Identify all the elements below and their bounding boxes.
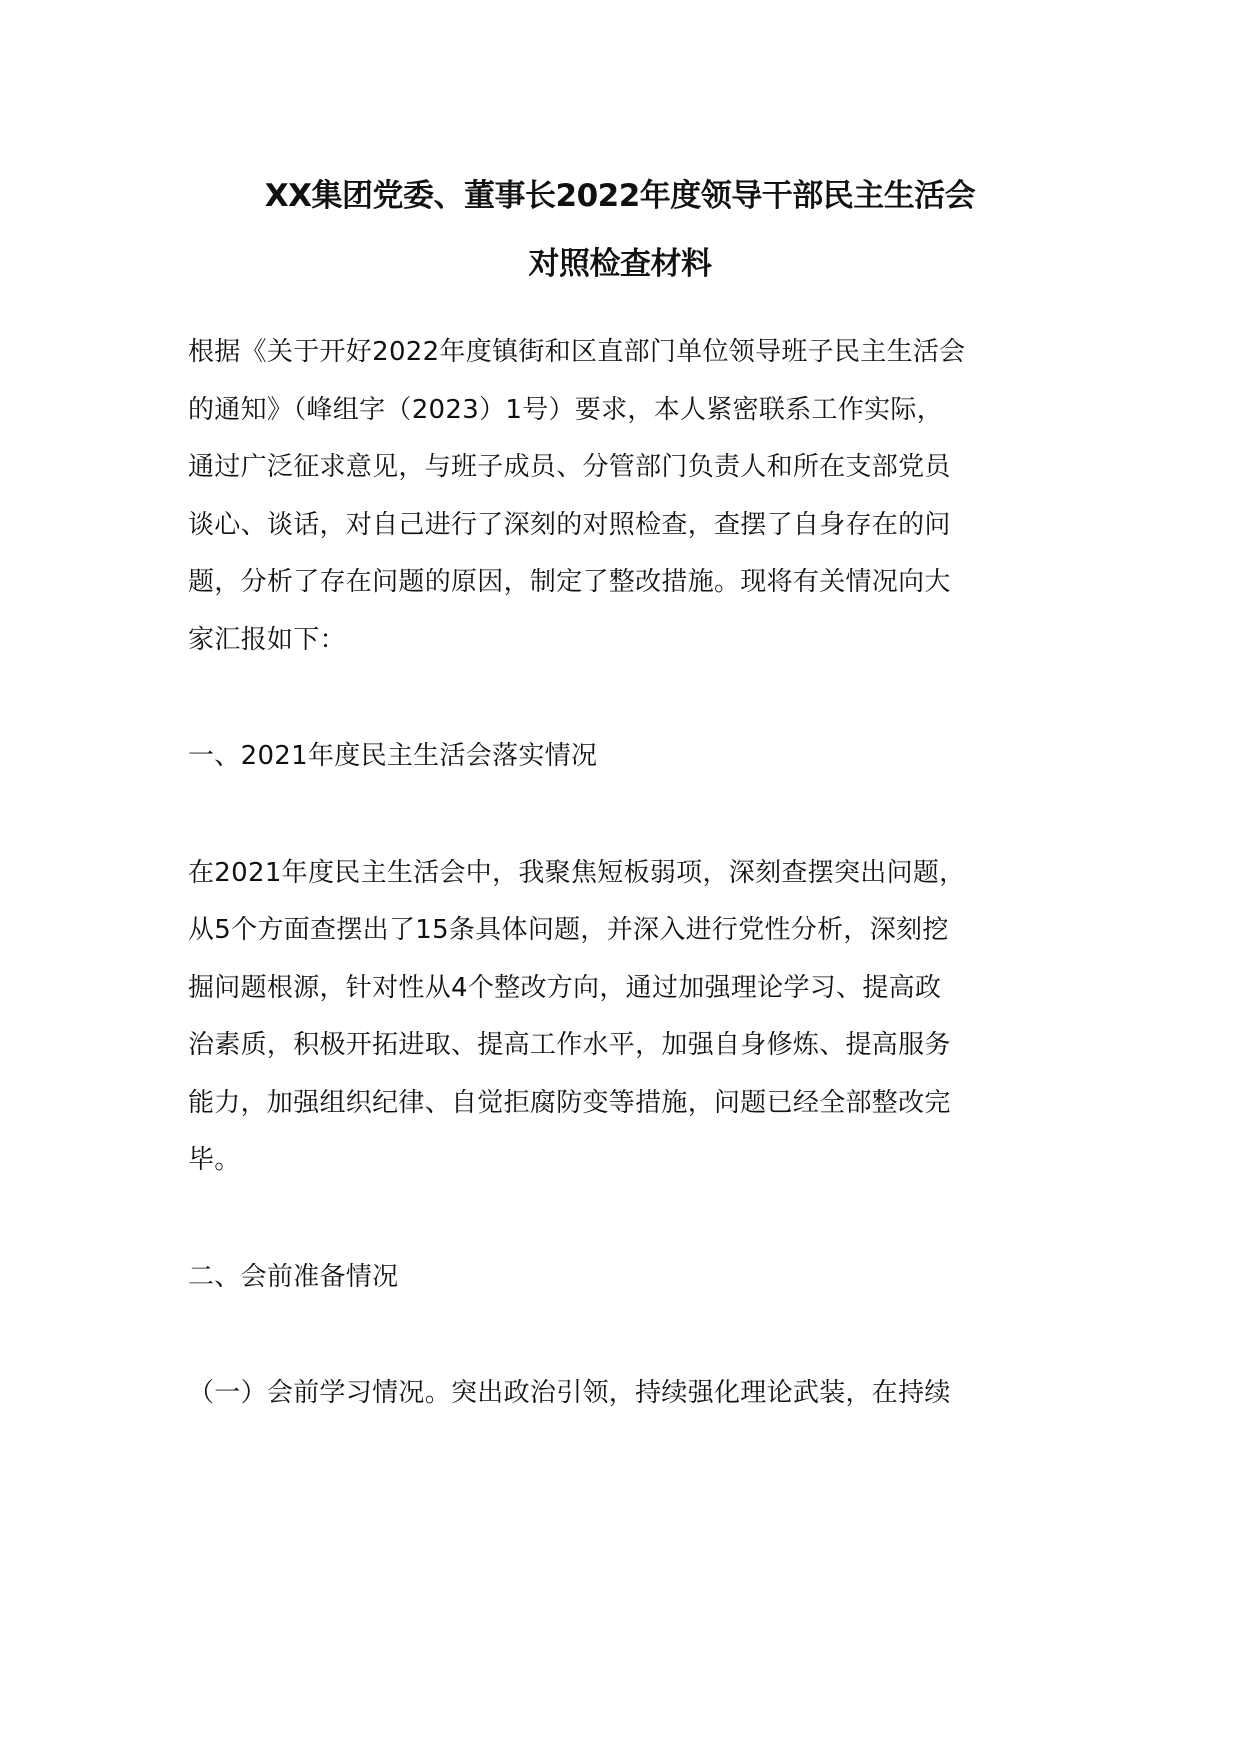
section-1-heading: 一、2021年度民主生活会落实情况 [188,741,598,771]
intro-line: 根据《关于开好2022年度镇街和区直部门单位领导班子民主生活会 [188,337,966,367]
intro-line: 题，分析了存在问题的原因，制定了整改措施。现将有关情况向大 [188,567,951,597]
section-1-line: 毕。 [188,1145,241,1175]
document-title-line-2: 对照检查材料 [528,246,712,282]
section-1-line: 从5个方面查摆出了15条具体问题，并深入进行党性分析，深刻挖 [188,915,949,945]
document-title-line-1: XX集团党委、董事长2022年度领导干部民主生活会 [264,178,976,214]
section-1-line: 在2021年度民主生活会中，我聚焦短板弱项，深刻查摆突出问题， [188,858,966,888]
intro-line: 的通知》（峰组字（2023）1号）要求，本人紧密联系工作实际， [188,395,944,425]
intro-line: 家汇报如下： [188,625,346,655]
section-1-line: 掘问题根源，针对性从4个整改方向，通过加强理论学习、提高政 [188,973,942,1003]
section-2-heading: 二、会前准备情况 [188,1262,399,1292]
section-1-line: 能力，加强组织纪律、自觉拒腐防变等措施，问题已经全部整改完 [188,1088,951,1118]
intro-line: 谈心、谈话，对自己进行了深刻的对照检查，查摆了自身存在的问 [188,510,951,540]
section-1-line: 治素质，积极开拓进取、提高工作水平，加强自身修炼、提高服务 [188,1030,951,1060]
intro-line: 通过广泛征求意见，与班子成员、分管部门负责人和所在支部党员 [188,452,951,482]
section-2-sub-1-line: （一）会前学习情况。突出政治引领，持续强化理论武装，在持续 [188,1378,951,1408]
